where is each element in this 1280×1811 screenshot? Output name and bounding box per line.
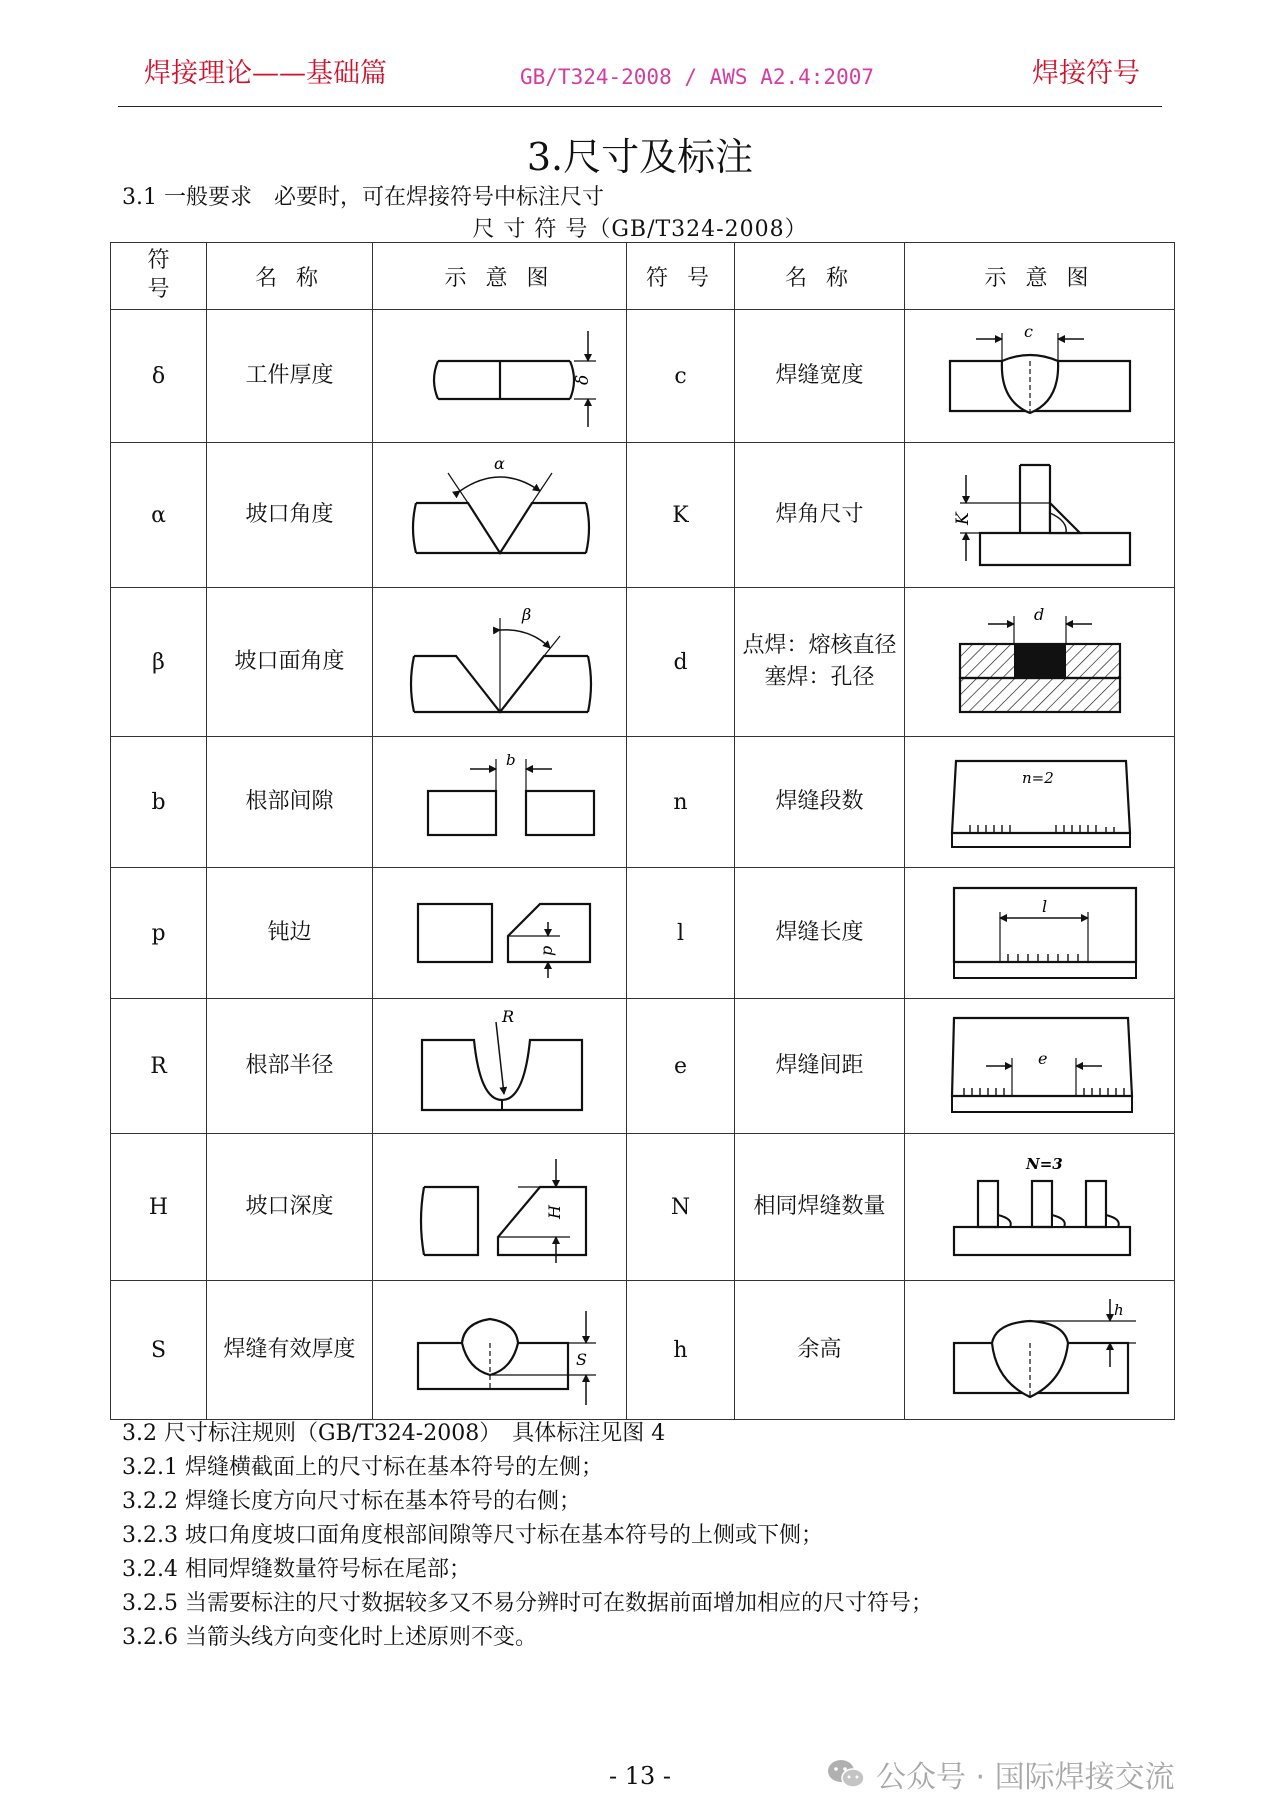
p-label: p [536, 945, 556, 956]
diagram-weld-segments [905, 737, 1175, 868]
watermark-text: 公众号 · 国际焊接交流 [876, 1760, 1175, 1795]
diagram-weld-count [905, 1134, 1175, 1281]
diagram-weld-pitch [905, 999, 1175, 1134]
n-label: n=2 [1021, 769, 1054, 787]
weld-pitch-diagram [940, 1008, 1140, 1124]
weld-width-diagram [940, 321, 1140, 431]
name-cell: 坡口深度 [207, 1134, 373, 1281]
diagram-nugget-diameter [905, 588, 1175, 737]
diagram-thickness [373, 310, 627, 443]
table-row [111, 737, 1175, 868]
name-cell: 坡口面角度 [207, 588, 373, 737]
thickness-diagram [400, 321, 600, 431]
table-row [111, 588, 1175, 737]
symbol-cell: K [627, 443, 735, 588]
root-gap-diagram [400, 747, 600, 857]
table-row [111, 443, 1175, 588]
intro-text: 3.1 一般要求 必要时，可在焊接符号中标注尺寸 [122, 185, 604, 210]
rule-item: 3.2.3 坡口角度坡口面角度根部间隙等尺寸标在基本符号的上侧或下侧； [122, 1523, 823, 1548]
diagram-reinforcement [905, 1281, 1175, 1420]
symbol-cell: n [627, 737, 735, 868]
diagram-effective-thickness [373, 1281, 627, 1420]
header-standard: GB/T324-2008 / AWS A2.4:2007 [520, 65, 875, 89]
header-symbol-right: 符 号 [627, 243, 735, 310]
symbol-cell: h [627, 1281, 735, 1420]
d-label: d [1033, 605, 1044, 624]
diagram-groove-depth [373, 1134, 627, 1281]
b-label: b [505, 751, 516, 769]
name-cell: 工件厚度 [207, 310, 373, 443]
name-cell: 相同焊缝数量 [735, 1134, 905, 1281]
dimension-symbol-table [110, 242, 1175, 1420]
diagram-root-face [373, 868, 627, 999]
symbol-cell: l [627, 868, 735, 999]
diagram-weld-width [905, 310, 1175, 443]
bevel-angle-diagram [400, 600, 600, 724]
name-cell: 余高 [735, 1281, 905, 1420]
e-label: e [1037, 1049, 1047, 1068]
table-caption: 尺 寸 符 号（GB/T324-2008） [472, 217, 808, 242]
name-cell: 焊缝间距 [735, 999, 905, 1134]
watermark [826, 1752, 1175, 1796]
header-name-right: 名 称 [735, 243, 905, 310]
alpha-label: α [493, 455, 505, 473]
header-name-left: 名 称 [207, 243, 373, 310]
table-row [111, 1134, 1175, 1281]
h-label: h [1113, 1301, 1124, 1319]
header-symbol-left: 符号 [111, 243, 207, 310]
name-cell: 钝边 [207, 868, 373, 999]
s-label: S [575, 1350, 587, 1369]
c-label: c [1023, 322, 1033, 341]
name-cell: 点焊：熔核直径 塞焊：孔径 [735, 588, 905, 737]
header-rule [118, 106, 1162, 107]
symbol-cell: S [111, 1281, 207, 1420]
header-left-title: 焊接理论——基础篇 [144, 58, 387, 89]
symbol-cell: p [111, 868, 207, 999]
name-cell: 焊缝段数 [735, 737, 905, 868]
table-header-row [111, 243, 1175, 310]
name-cell: 焊缝长度 [735, 868, 905, 999]
header-diagram-right: 示 意 图 [905, 243, 1175, 310]
rule-item: 3.2.1 焊缝横截面上的尺寸标在基本符号的左侧； [122, 1455, 603, 1480]
rule-item: 3.2.2 焊缝长度方向尺寸标在基本符号的右侧； [122, 1489, 581, 1514]
fillet-size-diagram [940, 455, 1140, 575]
diagram-fillet-size [905, 443, 1175, 588]
n-count-label: N=3 [1025, 1155, 1063, 1173]
header-right-title: 焊接符号 [1032, 58, 1140, 89]
page-number: - 13 - [608, 1762, 671, 1790]
root-radius-diagram [400, 1008, 600, 1124]
root-face-diagram [400, 878, 600, 988]
weld-length-diagram [940, 878, 1140, 988]
wechat-icon [826, 1757, 866, 1791]
weld-segments-diagram [940, 747, 1140, 857]
diagram-root-gap [373, 737, 627, 868]
name-cell: 根部半径 [207, 999, 373, 1134]
table-row [111, 868, 1175, 999]
symbol-cell: δ [111, 310, 207, 443]
symbol-cell: R [111, 999, 207, 1134]
symbol-cell: d [627, 588, 735, 737]
groove-depth-diagram [400, 1147, 600, 1267]
symbol-cell: N [627, 1134, 735, 1281]
symbol-cell: α [111, 443, 207, 588]
name-cell: 根部间隙 [207, 737, 373, 868]
name-cell: 焊缝有效厚度 [207, 1281, 373, 1420]
rule-item: 3.2.4 相同焊缝数量符号标在尾部； [122, 1557, 471, 1582]
rule-item: 3.2.6 当箭头线方向变化时上述原则不变。 [122, 1625, 537, 1650]
h-depth-label: H [544, 1205, 564, 1219]
table-row [111, 999, 1175, 1134]
diagram-bevel-angle [373, 588, 627, 737]
header-diagram-left: 示 意 图 [373, 243, 627, 310]
beta-label: β [521, 605, 531, 624]
rule-item: 3.2.5 当需要标注的尺寸数据较多又不易分辨时可在数据前面增加相应的尺寸符号； [122, 1591, 933, 1616]
symbol-cell: c [627, 310, 735, 443]
name-cell: 焊缝宽度 [735, 310, 905, 443]
r-label: R [501, 1008, 514, 1026]
symbol-cell: H [111, 1134, 207, 1281]
weld-count-diagram [940, 1147, 1140, 1267]
table-row [111, 1281, 1175, 1420]
symbol-cell: b [111, 737, 207, 868]
symbol-cell: β [111, 588, 207, 737]
page-title: 3.尺寸及标注 [526, 135, 754, 179]
effective-thickness-diagram [400, 1293, 600, 1407]
symbol-cell: e [627, 999, 735, 1134]
diagram-root-radius [373, 999, 627, 1134]
diagram-groove-angle [373, 443, 627, 588]
diagram-weld-length [905, 868, 1175, 999]
nugget-diameter-diagram [940, 600, 1140, 724]
groove-angle-diagram [400, 455, 600, 575]
l-label: l [1041, 897, 1047, 916]
rule-heading: 3.2 尺寸标注规则（GB/T324-2008） 具体标注见图 4 [122, 1421, 666, 1446]
name-cell: 焊角尺寸 [735, 443, 905, 588]
delta-label: δ [572, 374, 593, 385]
name-cell: 坡口角度 [207, 443, 373, 588]
k-label: K [952, 512, 973, 525]
reinforcement-diagram [940, 1293, 1140, 1407]
table-row [111, 310, 1175, 443]
